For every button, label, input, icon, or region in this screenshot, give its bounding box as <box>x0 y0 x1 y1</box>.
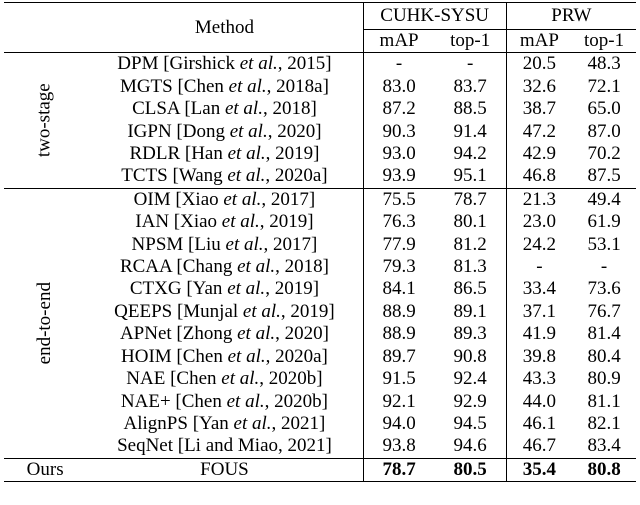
value-cell: 41.9 <box>522 323 557 345</box>
method-text: CTXG [Yan <box>129 278 228 300</box>
method-text: NPSM [Liu <box>131 233 226 255</box>
header-metric: mAP <box>506 30 572 53</box>
method-et-al: et al. <box>223 188 262 210</box>
value-cell: 33.4 <box>522 278 557 300</box>
value-cell: 83.4 <box>587 435 621 457</box>
value-cell: 49.4 <box>572 188 636 211</box>
table-row <box>4 165 636 188</box>
method-citation-tail: , 2018] <box>262 98 317 120</box>
method-name <box>86 211 363 233</box>
value-cell: 80.5 <box>435 458 507 481</box>
method-name <box>86 98 363 120</box>
value-cell: 77.9 <box>382 233 416 255</box>
header-method: Method <box>86 3 363 53</box>
table-row <box>4 234 636 256</box>
table-row <box>4 53 636 76</box>
value-cell: 80.9 <box>587 368 621 390</box>
value-cell: 90.3 <box>382 120 416 142</box>
value-cell: 78.7 <box>363 458 435 481</box>
method-text: TCTS [Wang <box>121 165 228 187</box>
value-cell: 72.1 <box>587 75 621 97</box>
table-row <box>4 256 636 278</box>
method-name <box>86 165 363 188</box>
value-cell: 80.4 <box>587 345 621 367</box>
method-et-al: et al. <box>228 75 267 97</box>
value-cell: 46.7 <box>522 435 557 457</box>
value-cell: 46.1 <box>522 412 557 434</box>
value-cell: 87.2 <box>382 98 416 120</box>
value-cell: 93.8 <box>382 435 416 457</box>
value-cell: 94.0 <box>382 412 416 434</box>
value-cell: 47.2 <box>522 120 557 142</box>
method-et-al: et al. <box>237 323 276 345</box>
header-group-blank <box>4 3 86 53</box>
value-cell: 87.0 <box>587 120 621 142</box>
method-citation-tail: , 2019] <box>280 300 335 322</box>
method-name <box>86 391 363 413</box>
method-text: NAE+ [Chen <box>120 390 227 412</box>
method-name: FOUS <box>86 458 363 481</box>
value-cell: 79.3 <box>382 256 416 278</box>
value-cell: 53.1 <box>587 233 621 255</box>
method-text: DPM [Girshick <box>117 53 240 75</box>
value-cell: 80.8 <box>572 458 636 481</box>
method-name <box>86 234 363 256</box>
value-cell: 88.9 <box>382 323 416 345</box>
method-text: SeqNet [Li and Miao, 2021] <box>117 435 332 457</box>
method-citation-tail: , 2020b] <box>264 390 328 412</box>
group-end-to-end <box>4 188 86 458</box>
value-cell: 75.5 <box>363 188 435 211</box>
table-row <box>4 391 636 413</box>
value-cell: 65.0 <box>587 98 621 120</box>
method-name <box>86 143 363 165</box>
table-row <box>4 211 636 233</box>
table-row <box>4 98 636 120</box>
method-citation-tail: , 2017] <box>261 188 316 210</box>
method-text: IGPN [Dong <box>127 120 230 142</box>
value-cell: 32.6 <box>522 75 557 97</box>
method-name <box>86 413 363 435</box>
method-citation-tail: , 2018] <box>275 256 329 278</box>
value-cell: 83.0 <box>382 75 416 97</box>
value-cell: 24.2 <box>522 233 557 255</box>
method-et-al: et al. <box>227 143 266 165</box>
value-cell: 38.7 <box>522 98 557 120</box>
value-cell: 42.9 <box>522 143 557 165</box>
method-et-al: et al. <box>229 120 268 142</box>
value-cell: 88.9 <box>382 300 416 322</box>
value-cell: 88.5 <box>435 98 507 120</box>
value-cell: 20.5 <box>506 53 572 76</box>
method-name <box>86 368 363 390</box>
method-name <box>86 323 363 345</box>
method-et-al: et al. <box>237 256 276 278</box>
group-ours: Ours <box>4 458 86 481</box>
method-citation-tail: , 2020b] <box>259 368 323 390</box>
table-row <box>4 323 636 345</box>
value-cell: 43.3 <box>522 368 557 390</box>
value-cell: 95.1 <box>435 165 507 188</box>
value-cell: 76.7 <box>587 300 621 322</box>
method-citation-tail: , 2019] <box>265 143 320 165</box>
value-cell: 73.6 <box>587 278 621 300</box>
value-cell: 92.4 <box>435 368 507 390</box>
table-row <box>4 435 636 458</box>
method-name <box>86 278 363 300</box>
method-citation-tail: , 2019] <box>259 211 314 233</box>
value-cell: 87.5 <box>587 165 621 187</box>
value-cell: 83.7 <box>435 76 507 98</box>
method-text: AlignPS [Yan <box>123 412 234 434</box>
method-name <box>86 346 363 368</box>
value-cell: 61.9 <box>587 211 621 233</box>
value-cell: 91.5 <box>382 368 416 390</box>
value-cell: 46.8 <box>522 165 557 187</box>
value-cell: 90.8 <box>435 346 507 368</box>
value-cell: 81.3 <box>435 256 507 278</box>
value-cell: 37.1 <box>522 300 557 322</box>
method-et-al: et al. <box>242 300 281 322</box>
table-row <box>4 121 636 143</box>
method-citation-tail: , 2020a] <box>265 165 328 187</box>
group-two-stage <box>4 53 86 188</box>
value-cell: 92.9 <box>435 391 507 413</box>
method-citation-tail: , 2019] <box>265 278 320 300</box>
method-name <box>86 76 363 98</box>
value-cell: 91.4 <box>435 121 507 143</box>
method-text: QEEPS [Munjal <box>114 300 243 322</box>
method-et-al: et al. <box>221 211 260 233</box>
value-cell: 81.1 <box>587 390 621 412</box>
method-text: IAN [Xiao <box>135 211 222 233</box>
value-cell: 89.7 <box>382 345 416 367</box>
value-cell: 70.2 <box>587 143 621 165</box>
value-cell: - <box>600 256 608 278</box>
method-et-al: et al. <box>227 165 266 187</box>
method-text: APNet [Zhong <box>119 323 238 345</box>
header-row-datasets <box>4 3 636 30</box>
value-cell: 44.0 <box>522 390 557 412</box>
group-label: end-to-end <box>33 282 55 365</box>
header-dataset-cuhk: CUHK-SYSU <box>363 3 506 30</box>
table-row <box>4 413 636 435</box>
value-cell: 89.3 <box>435 323 507 345</box>
table-row <box>4 368 636 390</box>
method-text: MGTS [Chen <box>119 75 229 97</box>
method-text: RDLR [Han <box>129 143 228 165</box>
header-metric: top-1 <box>435 30 507 53</box>
value-cell: 89.1 <box>435 301 507 323</box>
value-cell: 23.0 <box>522 211 557 233</box>
group-label: two-stage <box>33 83 55 158</box>
value-cell: 93.0 <box>382 143 416 165</box>
method-et-al: et al. <box>225 233 264 255</box>
value-cell: 94.6 <box>435 435 507 458</box>
method-et-al: et al. <box>226 390 265 412</box>
value-cell: - <box>435 53 507 76</box>
value-cell: 35.4 <box>506 458 572 481</box>
method-name <box>86 256 363 278</box>
header-dataset-prw: PRW <box>506 3 636 30</box>
value-cell: 81.4 <box>587 323 621 345</box>
value-cell: 94.2 <box>435 143 507 165</box>
method-et-al: et al. <box>233 412 272 434</box>
method-name <box>86 435 363 458</box>
value-cell: 39.8 <box>522 345 557 367</box>
method-citation-tail: , 2015] <box>277 53 332 75</box>
value-cell: 92.1 <box>382 390 416 412</box>
method-text: RCAA [Chang <box>119 256 238 278</box>
method-citation-tail: , 2017] <box>263 233 318 255</box>
method-citation-tail: , 2021] <box>271 412 326 434</box>
header-metric: mAP <box>363 30 435 53</box>
method-text: HOIM [Chen <box>121 345 228 367</box>
method-citation-tail: , 2020] <box>267 120 322 142</box>
method-text: OIM [Xiao <box>133 188 224 210</box>
method-name <box>86 188 363 211</box>
value-cell: 48.3 <box>572 53 636 76</box>
method-name <box>86 53 363 76</box>
value-cell: 86.5 <box>435 278 507 300</box>
method-citation-tail: , 2020a] <box>265 345 328 367</box>
value-cell: 80.1 <box>435 211 507 233</box>
value-cell: 94.5 <box>435 413 507 435</box>
method-text: NAE [Chen <box>126 368 222 390</box>
table-row <box>4 278 636 300</box>
value-cell: 21.3 <box>506 188 572 211</box>
table-row <box>4 143 636 165</box>
method-citation-tail: , 2018a] <box>266 75 329 97</box>
method-text: CLSA [Lan <box>132 98 225 120</box>
method-name <box>86 301 363 323</box>
header-metric: top-1 <box>572 30 636 53</box>
method-et-al: et al. <box>221 368 260 390</box>
value-cell: 78.7 <box>435 188 507 211</box>
method-name <box>86 121 363 143</box>
method-et-al: et al. <box>239 53 278 75</box>
table-row <box>4 188 636 211</box>
table-row <box>4 346 636 368</box>
value-cell: 84.1 <box>382 278 416 300</box>
value-cell: 82.1 <box>587 412 621 434</box>
comparison-table <box>4 2 636 482</box>
method-et-al: et al. <box>227 278 266 300</box>
table-row <box>4 76 636 98</box>
value-cell: - <box>536 256 543 278</box>
value-cell: 76.3 <box>382 211 416 233</box>
method-et-al: et al. <box>227 345 266 367</box>
value-cell: 81.2 <box>435 234 507 256</box>
table-row-ours <box>4 458 636 481</box>
value-cell: - <box>363 53 435 76</box>
table-row <box>4 301 636 323</box>
value-cell: 93.9 <box>382 165 416 187</box>
method-citation-tail: , 2020] <box>275 323 329 345</box>
method-et-al: et al. <box>224 98 263 120</box>
